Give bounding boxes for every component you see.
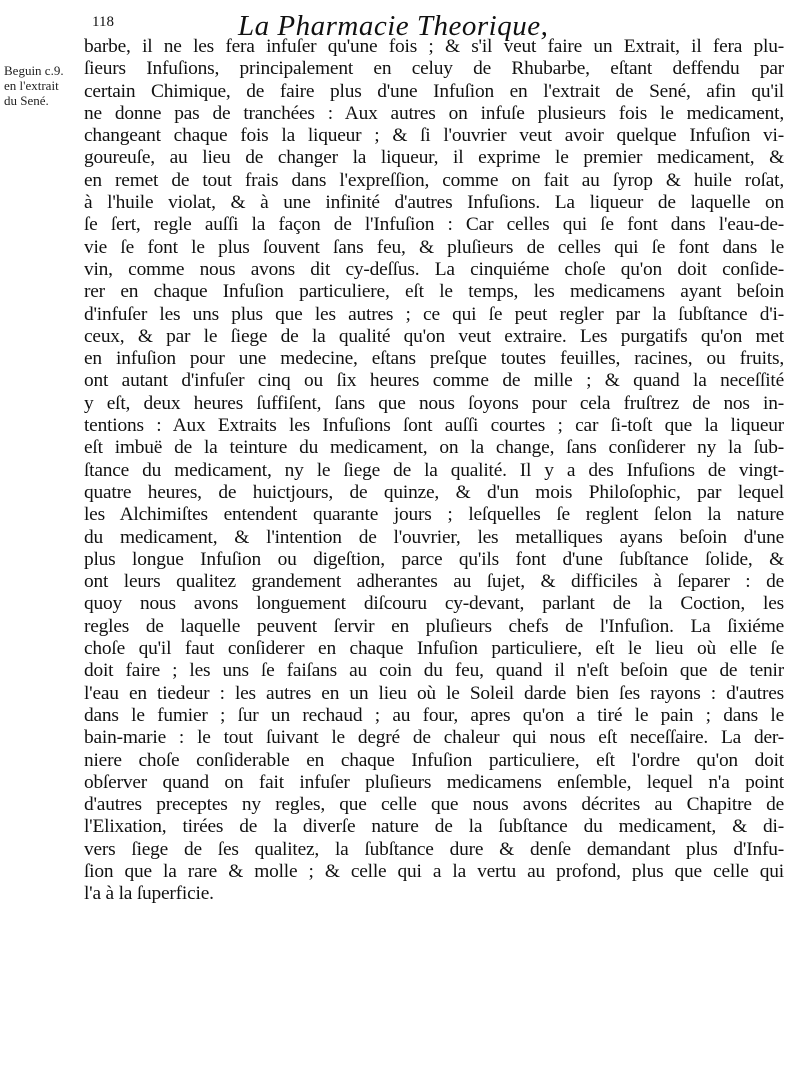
running-title: La Pharmacie Theorique, xyxy=(238,10,549,42)
text-line: vin, comme nous avons dit cy-deſſus. La cinquiéme choſe qu'on doit conſide- xyxy=(84,258,784,280)
text-line: changeant chaque fois la liqueur ; & ſi l'ouvrier veut avoir quelque Infuſion vi- xyxy=(84,125,784,147)
text-line: quoy nous avons longuement diſcouru cy-devant, parlant de la Coction, les xyxy=(84,593,784,615)
text-line: y eſt, deux heures ſuffiſent, ſans que nous ſoyons pour cela fruſtrez de nos in- xyxy=(84,392,784,414)
margin-note-line: du Sené. xyxy=(4,93,49,108)
text-line: tentions : Aux Extraits les Infuſions ſont auſſi courtes ; car ſi-toſt que la liqueur xyxy=(84,415,784,437)
text-line: barbe, il ne les fera infuſer qu'une fois ; & s'il veut faire un Extrait, il fera plu- xyxy=(84,36,784,57)
text-line: choſe qu'il faut conſiderer en chaque Infuſion particuliere, eſt le lieu où elle ſe xyxy=(84,638,784,660)
text-line: ſe ſert, regle auſſi la façon de l'Infuſion : Car celles qui ſe font dans l'eau-de- xyxy=(84,214,784,236)
text-line: ceux, & par le ſiege de la qualité qu'on veut extraire. Les purgatifs qu'on met xyxy=(84,325,784,347)
text-line: quatre heures, de huictjours, de quinze, & d'un mois Philoſophic, par lequel xyxy=(84,481,784,503)
text-line: certain Chimique, de faire plus d'une Infuſion en l'extrait de Sené, afin qu'il xyxy=(84,80,784,102)
margin-note-line: en l'extrait xyxy=(4,78,59,93)
text-line: ſieurs Infuſions, principalement en celuy de Rhubarbe, eſtant deffendu par xyxy=(84,58,784,80)
text-line: dans le fumier ; ſur un rechaud ; au four, apres qu'on a tiré le pain ; dans le xyxy=(84,704,784,726)
text-line: vers ſiege de ſes qualitez, la ſubſtance dure & denſe demandant plus d'Infu- xyxy=(84,838,784,860)
text-line: vie ſe font le plus ſouvent ſans feu, & pluſieurs de celles qui ſe font dans le xyxy=(84,236,784,258)
text-line: en remet de tout frais dans l'expreſſion, comme on fait au ſyrop & huile roſat, xyxy=(84,169,784,191)
text-line: l'a à la ſuperficie. xyxy=(84,883,214,905)
text-line: ne donne pas de tranchées : Aux autres on infuſe plusieurs fois le medicament, xyxy=(84,102,784,124)
text-line: l'eau en tiedeur : les autres en un lieu où le Soleil darde bien ſes rayons : d'autres xyxy=(84,682,784,704)
body-text xyxy=(84,36,784,906)
text-line: eſt imbuë de la teinture du medicament, on la change, ſans conſiderer ny la ſub- xyxy=(84,437,784,459)
text-line: ont leurs qualitez grandement adherantes au ſujet, & difficiles à ſeparer : de xyxy=(84,571,784,593)
text-line: doit faire ; les uns ſe faiſans au coin du feu, quand il n'eſt beſoin que de tenir xyxy=(84,660,784,682)
text-line: l'Elixation, tirées de la diverſe nature de la ſubſtance du medicament, & di- xyxy=(84,816,784,838)
text-line: obſerver quand on fait infuſer pluſieurs medicamens enſemble, lequel n'a point xyxy=(84,771,784,793)
text-line: ſion que la rare & molle ; & celle qui a la vertu au profond, plus que celle qui xyxy=(84,860,784,882)
text-line: les Alchimiſtes entendent quarante jours ; leſquelles ſe reglent ſelon la nature xyxy=(84,504,784,526)
text-line: en infuſion pour une medecine, eſtans preſque toutes feuilles, racines, ou fruits, xyxy=(84,348,784,370)
text-line: regles de laquelle peuvent ſervir en pluſieurs chefs de l'Infuſion. La ſixiéme xyxy=(84,615,784,637)
text-line: à l'huile violat, & à une infinité d'autres Infuſions. La liqueur de laquelle on xyxy=(84,192,784,214)
text-line: bain-marie : le tout ſuivant le degré de chaleur qui nous eſt neceſſaire. La der- xyxy=(84,727,784,749)
text-line: ſtance du medicament, ny le ſiege de la qualité. Il y a des Infuſions de vingt- xyxy=(84,459,784,481)
text-line: plus longue Infuſion ou digeſtion, parce qu'ils font d'une ſubſtance ſolide, & xyxy=(84,548,784,570)
text-line: ont autant d'infuſer cinq ou ſix heures comme de mille ; & quand la neceſſité xyxy=(84,370,784,392)
text-line: du medicament, & l'intention de l'ouvrier, les metalliques ayans beſoin d'une xyxy=(84,526,784,548)
text-line: niere choſe conſiderable en chaque Infuſion particuliere, eſt l'ordre qu'on doit xyxy=(84,749,784,771)
text-line: goureuſe, au lieu de changer la liqueur, il exprime le premier medicament, & xyxy=(84,147,784,169)
text-line: rer en chaque Infuſion particuliere, eſt le temps, les medicamens ayant beſoin xyxy=(84,281,784,303)
text-line: d'infuſer les uns plus que les autres ; ce qui ſe peut regler par la ſubſtance d'i- xyxy=(84,303,784,325)
page-number: 118 xyxy=(92,14,114,30)
margin-note-line: Beguin c.9. xyxy=(4,63,64,78)
text-line: d'autres preceptes ny regles, que celle que nous avons décrites au Chapitre de xyxy=(84,794,784,816)
margin-note xyxy=(4,63,88,108)
